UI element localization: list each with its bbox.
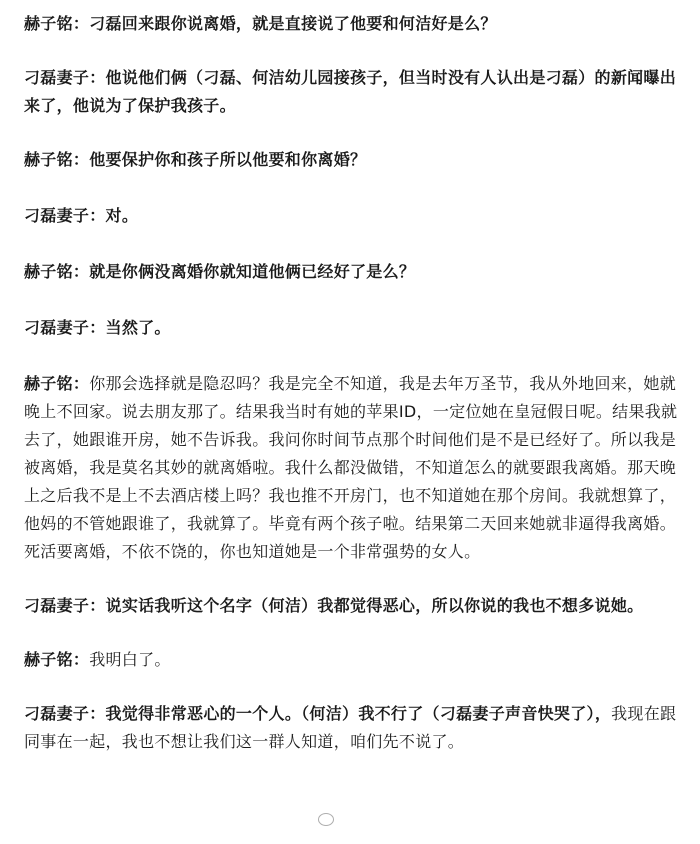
- dialogue-line-3: [24, 146, 680, 174]
- dialogue-text: 我明白了。: [89, 650, 171, 669]
- speaker-name: 赫子铭：: [24, 14, 90, 33]
- speaker-name: 刁磊妻子：: [24, 318, 106, 337]
- speaker-name: 刁磊妻子：: [24, 704, 106, 723]
- speaker-name: 赫子铭：: [24, 262, 90, 281]
- dialogue-text: 对。: [105, 206, 139, 225]
- dialogue-line-9: [24, 646, 680, 674]
- speaker-name: 刁磊妻子：: [24, 206, 106, 225]
- dialogue-text: 当然了。: [105, 318, 171, 337]
- speaker-name: 刁磊妻子：: [24, 596, 106, 615]
- speaker-name: 赫子铭：: [24, 650, 90, 669]
- speaker-name: 刁磊妻子：: [24, 68, 106, 87]
- dialogue-text: 说实话我听这个名字（何洁）我都觉得恶心，所以你说的我也不想多说她。: [105, 596, 644, 615]
- watermark: [318, 812, 336, 827]
- dialogue-line-8: [24, 592, 680, 620]
- dialogue-line-4: [24, 202, 680, 230]
- dialogue-line-10: [24, 700, 680, 756]
- dialogue-line-7: [24, 370, 680, 566]
- dialogue-text: 刁磊回来跟你说离婚，就是直接说了他要和何洁好是么？: [89, 14, 497, 33]
- speaker-name: 赫子铭：: [24, 374, 90, 393]
- dialogue-text: 就是你俩没离婚你就知道他俩已经好了是么？: [89, 262, 416, 281]
- weibo-icon: [318, 813, 334, 826]
- dialogue-text: 他要保护你和孩子所以他要和你离婚？: [89, 150, 367, 169]
- dialogue-line-2: [24, 64, 680, 120]
- dialogue-line-6: [24, 314, 680, 342]
- dialogue-line-5: [24, 258, 680, 286]
- dialogue-text: 我觉得非常恶心的一个人。（何洁）我不行了（刁磊妻子声音快哭了），: [105, 704, 612, 723]
- dialogue-text-tail: 我现在跟同事在一起，我也不想让我们这一群人知道，咱们先不说了。: [24, 704, 677, 751]
- dialogue-line-1: [24, 10, 680, 38]
- dialogue-text: 他说他们俩（刁磊、何洁幼儿园接孩子，但当时没有人认出是刁磊）的新闻曝出来了，他说为了保护我孩子。: [24, 68, 677, 115]
- dialogue-text: 你那会选择就是隐忍吗？我是完全不知道，我是去年万圣节，我从外地回来，她就晚上不回家。说去朋友那了。结果我当时有她的苹果ID，一定位她在皇冠假日呢。结果我就去了，她跟谁开房，她不告诉我。我问你时间节点那个时间他们是不是已经好了。所以我是被离婚，我是莫名其妙的就离婚啦。我什么都没做错，不知道怎么的就要跟我离婚。那天晚上之后我不是上不去酒店楼上吗？我也推不开房门，也不知道她在那个房间。我就想算了，他妈的不管她跟谁了，我就算了。毕竟有两个孩子啦。结果第二天回来她就非逼得我离婚。死活要离婚，不依不饶的，你也知道她是一个非常强势的女人。: [24, 374, 678, 561]
- speaker-name: 赫子铭：: [24, 150, 90, 169]
